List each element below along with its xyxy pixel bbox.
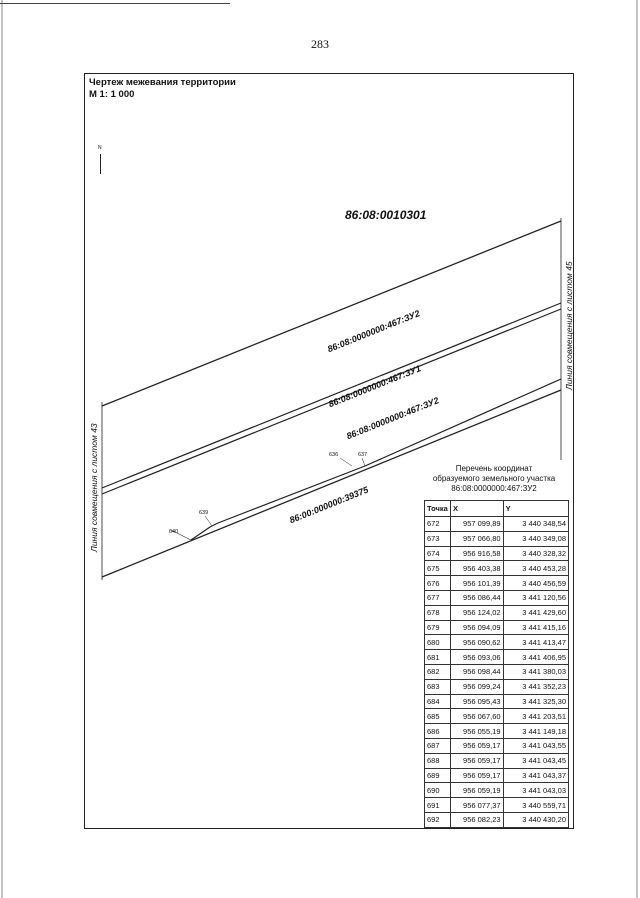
cell-x: 957 066,80	[450, 531, 503, 546]
coordinates-title-line2: образуемого земельного участка	[432, 474, 556, 483]
table-row	[425, 664, 569, 679]
point-label-640: 640	[169, 529, 179, 535]
table-row	[425, 620, 569, 635]
cell-x: 956 916,58	[450, 546, 503, 561]
cell-point: 689	[425, 768, 451, 783]
cell-point: 685	[425, 709, 451, 724]
left-join-label: Линия совмещения с листом 43	[89, 423, 99, 552]
coordinates-panel	[418, 463, 570, 826]
coordinates-title-line1: Перечень координат	[455, 464, 533, 473]
cell-y: 3 441 043,45	[503, 753, 568, 768]
header-point: Точка	[425, 501, 451, 517]
leader-636	[340, 458, 352, 466]
cell-point: 674	[425, 546, 451, 561]
table-row	[425, 783, 569, 798]
cell-x: 956 094,09	[450, 620, 503, 635]
table-row	[425, 753, 569, 768]
table-row	[425, 576, 569, 591]
table-row	[425, 546, 569, 561]
cell-y: 3 440 559,71	[503, 798, 568, 813]
cell-point: 687	[425, 738, 451, 753]
point-label-637: 637	[358, 452, 368, 458]
cell-x: 956 093,06	[450, 650, 503, 665]
parcel-label-lower: 86:08:0000000:467:ЗУ2	[345, 395, 441, 442]
cell-y: 3 441 149,18	[503, 724, 568, 739]
cell-x: 956 090,62	[450, 635, 503, 650]
cell-y: 3 441 429,60	[503, 605, 568, 620]
cell-y: 3 441 043,03	[503, 783, 568, 798]
cell-x: 956 099,24	[450, 679, 503, 694]
north-label: N	[98, 145, 102, 151]
table-row	[425, 768, 569, 783]
coordinates-table-body	[425, 517, 569, 828]
cell-x: 956 059,17	[450, 753, 503, 768]
parcel-label-middle: 86:08:0000000:467:ЗУ1	[327, 363, 423, 410]
cell-point: 680	[425, 635, 451, 650]
table-header-row	[425, 501, 569, 517]
cell-x: 956 124,02	[450, 605, 503, 620]
point-label-636: 636	[329, 452, 339, 458]
cell-y: 3 440 456,59	[503, 576, 568, 591]
table-row	[425, 738, 569, 753]
table-row	[425, 561, 569, 576]
cell-point: 683	[425, 679, 451, 694]
cell-y: 3 441 043,55	[503, 738, 568, 753]
cell-point: 677	[425, 590, 451, 605]
right-join-label: Линия совмещения с листом 45	[564, 261, 574, 390]
cell-point: 682	[425, 664, 451, 679]
parcel-label-upper: 86:08:0000000:467:ЗУ2	[326, 308, 422, 355]
cell-y: 3 440 348,54	[503, 517, 568, 532]
cell-y: 3 441 325,30	[503, 694, 568, 709]
cell-y: 3 441 043,37	[503, 768, 568, 783]
cell-point: 692	[425, 812, 451, 827]
cell-point: 679	[425, 620, 451, 635]
cell-point: 686	[425, 724, 451, 739]
cell-point: 681	[425, 650, 451, 665]
cell-point: 676	[425, 576, 451, 591]
cell-y: 3 441 380,03	[503, 664, 568, 679]
cell-x: 956 067,60	[450, 709, 503, 724]
leader-639	[205, 516, 212, 526]
cell-point: 678	[425, 605, 451, 620]
table-row	[425, 605, 569, 620]
cell-x: 956 059,17	[450, 738, 503, 753]
cell-point: 673	[425, 531, 451, 546]
header-y: Y	[503, 501, 568, 517]
cell-y: 3 441 415,16	[503, 620, 568, 635]
cell-point: 691	[425, 798, 451, 813]
table-row	[425, 709, 569, 724]
table-row	[425, 724, 569, 739]
cell-x: 956 077,37	[450, 798, 503, 813]
parcel-upper-boundary	[102, 221, 561, 406]
cell-y: 3 441 413,47	[503, 635, 568, 650]
block-cadastral-number: 86:08:0010301	[345, 208, 427, 222]
table-row	[425, 679, 569, 694]
drawing-scale: М 1: 1 000	[89, 89, 135, 100]
cell-y: 3 440 453,28	[503, 561, 568, 576]
cell-point: 688	[425, 753, 451, 768]
cell-x: 956 059,17	[450, 768, 503, 783]
cell-y: 3 441 406,95	[503, 650, 568, 665]
header-x: X	[450, 501, 503, 517]
cell-x: 956 403,38	[450, 561, 503, 576]
coordinates-title-line3: 86:08:0000000:467:ЗУ2	[451, 484, 537, 493]
cell-y: 3 440 349,08	[503, 531, 568, 546]
cell-x: 956 101,39	[450, 576, 503, 591]
cell-x: 956 098,44	[450, 664, 503, 679]
cell-y: 3 441 352,23	[503, 679, 568, 694]
table-row	[425, 531, 569, 546]
cell-x: 956 059,19	[450, 783, 503, 798]
cell-y: 3 441 203,51	[503, 709, 568, 724]
cell-x: 957 099,89	[450, 517, 503, 532]
table-row	[425, 635, 569, 650]
cell-x: 956 095,43	[450, 694, 503, 709]
table-row	[425, 694, 569, 709]
cell-x: 956 055,19	[450, 724, 503, 739]
page-number: 283	[311, 37, 329, 51]
leader-637	[362, 458, 365, 466]
cell-x: 956 086,44	[450, 590, 503, 605]
table-row	[425, 812, 569, 827]
table-row	[425, 517, 569, 532]
cell-point: 672	[425, 517, 451, 532]
coordinates-table	[424, 500, 569, 828]
cell-y: 3 440 430,20	[503, 812, 568, 827]
table-row	[425, 650, 569, 665]
road-label: 86:00:000000:39375	[288, 484, 370, 526]
cell-point: 690	[425, 783, 451, 798]
coordinates-title	[418, 463, 570, 494]
cell-point: 675	[425, 561, 451, 576]
cell-y: 3 441 120,56	[503, 590, 568, 605]
cell-x: 956 082,23	[450, 812, 503, 827]
table-row	[425, 590, 569, 605]
table-row	[425, 798, 569, 813]
cell-point: 684	[425, 694, 451, 709]
drawing-title: Чертеж межевания территории	[89, 77, 236, 88]
strip-upper-line-a	[102, 303, 561, 488]
point-label-639: 639	[199, 510, 209, 516]
cell-y: 3 440 328,32	[503, 546, 568, 561]
